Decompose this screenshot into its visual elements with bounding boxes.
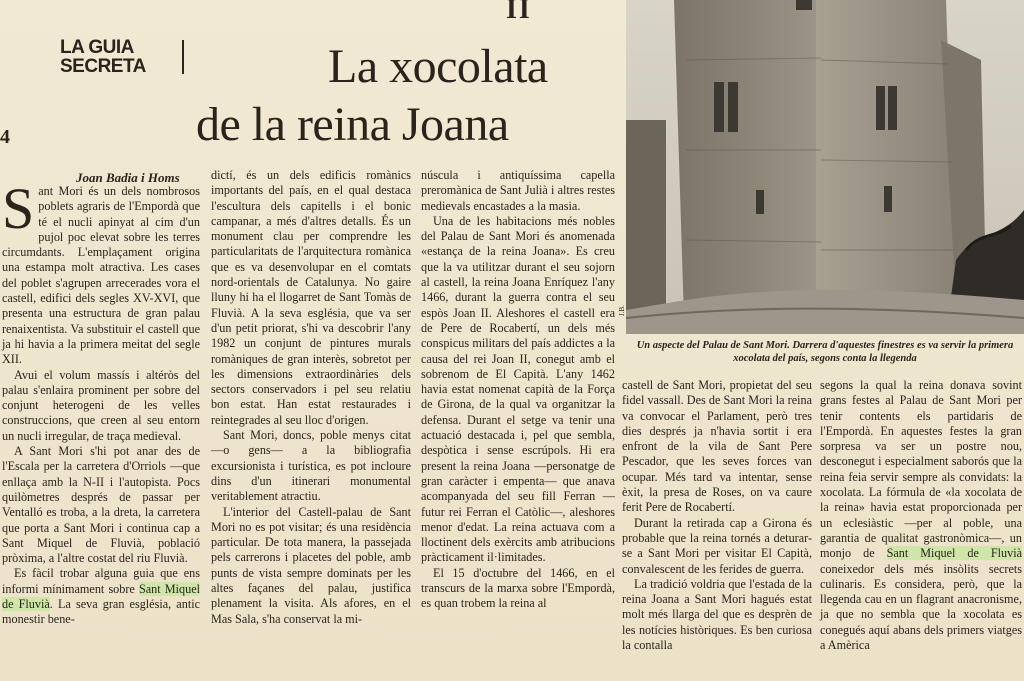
paragraph: L'interior del Castell-palau de Sant Mori no es pot visitar; és una residència particular. De tota manera, la passejada pels carrerons i placetes del poble, amb punts de vista sempre dominats per les altes façanes del palau, justifica plenament la visita. Als afores, en el Mas Sala, s'ha conservat la mi- xyxy=(211,504,411,626)
highlighted-place-name: Sant Miquel de Fluvià xyxy=(2,581,200,612)
paragraph: castell de Sant Mori, propietat del seu fidel vassall. Des de Sant Mori la reina va convocar el Parlament, però tres dies després ja n'havia sortit i era enfront de la vila de Sant Pere Pescador, que les seves forces van ocupar. Més tard va intentar, sense èxit, la presa de Roses, on va caure ferit Pere de Rocabertí. xyxy=(622,378,812,515)
paragraph xyxy=(2,566,200,627)
margin-mark: 4 xyxy=(0,126,10,148)
headline-line-1: La xocolata xyxy=(328,40,548,93)
section-kicker xyxy=(60,38,178,76)
paragraph xyxy=(820,378,1022,653)
text-column-3 xyxy=(421,168,615,612)
paragraph: Avui el volum massís i altéròs del palau s'enlaira prominent per sobre del conjunt heterogeni de les velles construccions, que creen al seu entorn un nucli irregular, de traça medieval. xyxy=(2,367,200,443)
text-column-5 xyxy=(820,378,1022,653)
paragraph-text: coneixedor dels més insòlits secrets culinaris. Es considera, però, que la llegenda cau en un flagrant anacronisme, ja que no sembla que la xocolata es conegués aquí abans dels primers viatges a Amèrica xyxy=(820,561,1022,653)
kicker-divider xyxy=(182,40,184,74)
text-column-2 xyxy=(211,168,411,627)
paragraph: dictí, és un dels edificis romànics importants del país, en el qual destaca l'escultura dels capitells i el bonic campanar, a més d'altres detalls. És un monument clau per comprendre les particularitats de l'arquitectura romànica que es va desenvolupar en el comtats nord-orientals de Catalunya. No gaire lluny hi ha el llogarret de Sant Tomàs de Fluvià. A la seva església, que va ser d'un petit priorat, s'hi va descobrir l'any 1982 un conjunt de pintures murals romàniques de gran interès, sobretot per les dimensions extraordinàries dels sectors conservadors i pel seu relatiu bon estat. Han estat restaurades i reintegrades al seu lloc d'origen. xyxy=(211,168,411,427)
paragraph-text: Es fàcil trobar alguna guia que ens informi mínimament sobre xyxy=(2,566,200,596)
paragraph: Sant Mori, doncs, poble menys citat —o gens— a la bibliografia excursionista i turística, es pot incloure dins d'un itinerari monumental veritablement atractiu. xyxy=(211,428,411,504)
text-column-4 xyxy=(622,378,812,653)
headline-line-2: de la reina Joana xyxy=(196,98,509,151)
paragraph: A Sant Mori s'hi pot anar des de l'Escala per la carretera d'Orriols —que enllaça amb la N-II i l'autopista. Pocs quilòmetres després de passar per Ventalló es troba, a la dreta, la carretera que porta a Sant Mori i continua cap a Sant Miquel de Fluvià, població pròxima, a l'altre costat del riu Fluvià. xyxy=(2,444,200,566)
byline: Joan Badia i Homs xyxy=(76,170,180,185)
paragraph-text: . La seva gran església, antic monestir bene- xyxy=(2,597,200,627)
highlighted-place-name: Sant Miquel de Fluvià xyxy=(886,546,1023,561)
paragraph: Durant la retirada cap a Girona és probable que la reina tornés a deturar-se a Sant Mori per visitar El Capità, convalescent de les ferides de guerra. xyxy=(622,515,812,576)
castle-photo xyxy=(626,0,1024,334)
paragraph: La tradició voldria que l'estada de la reina Joana a Sant Mori hagués estat molt més llarga del que es desprèn de les notícies històriques. Es ben curiosa la contalla xyxy=(622,576,812,653)
paragraph: El 15 d'octubre del 1466, en el transcurs de la marxa sobre l'Empordà, es quan trobem la reina al xyxy=(421,565,615,611)
kicker-line-1: LA GUIA xyxy=(60,37,134,58)
photo-credit: J.B. xyxy=(618,305,626,316)
kicker-line-2: SECRETA xyxy=(60,56,146,77)
headline xyxy=(196,38,626,154)
castle-illustration xyxy=(626,0,1024,334)
paragraph: Una de les habitacions més nobles del Palau de Sant Mori és anomenada «estança de la reina Joana». Es creu que la va utilitzar durant el seu sojorn al castell, la reina Joana Enríquez l'any 1466, durant la guerra contra el seu espòs Joan II. Aleshores el castell era de Pere de Rocabertí, un dels més conspicus militars del país addictes a la causa del rei Joan II, conegut amb el sobrenom de El Capità. L'any 1462 havia estat nomenat capità de la Força de Girona, de la qual va organitzar la defensa. Durant el setge va tenir una actuació destacada i, pel que sembla, despòtica i sense escrúpols. Hi era present la reina Joana —personatge de gran caràcter i empenta— que anava acompanyada del seu fill Ferran —futur rei Ferran el Catòlic—, aleshores menor d'edat. La reina actuava com a lloctinent dels exèrcits amb atribucions pràcticament il·limitades. xyxy=(421,213,615,565)
photo-caption: Un aspecte del Palau de Sant Mori. Darrera d'aquestes finestres es va servir la primera xocolata del país, segons conta la llegenda xyxy=(636,340,1014,364)
paragraph-text: ant Mori és un dels nombrosos poblets agraris de l'Empordà que té el nucli apinyat al cim d'un pujol poc elevat sobre les terres circumdants. L'emplaçament origina una estampa molt atractiva. Les cases del poblet s'agrupen arrecerades vora el castell, edifici dels segles XV-XVI, que presenta una estructura de gran palau renaixentista. Va substituir el castell que ja hi havia a la primera meitat del segle XII. xyxy=(2,184,200,367)
drop-cap: S xyxy=(2,176,35,241)
section-number: II xyxy=(506,0,532,25)
paragraph-text: segons la qual la reina donava sovint grans festes al Palau de Sant Mori per tenir contents els partidaris de l'Empordà. En aquestes festes la gran sorpresa va ser un postre nou, desconegut i especialment saborós que la reina feia servir sempre als convidats: la xocolata. La fórmula de «la xocolata de la reina» havia estat proporcionada per un eclesiàstic —per al poble, una garantia de qualitat gastronòmica—, un monjo de xyxy=(820,378,1022,561)
paragraph: núscula i antiquíssima capella preromànica de Sant Julià i altres restes medievals encastades a la masia. xyxy=(421,168,615,213)
